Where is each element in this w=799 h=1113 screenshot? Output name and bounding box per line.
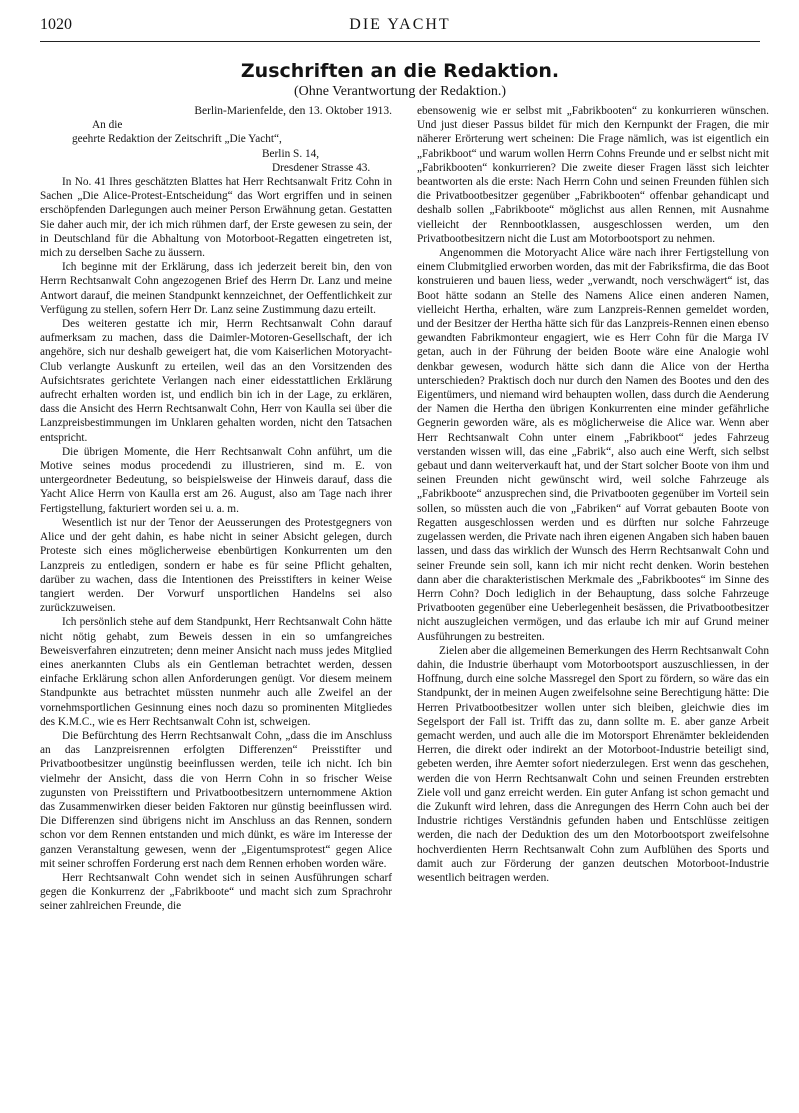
left-column	[40, 104, 392, 914]
paragraph: Ich persönlich stehe auf dem Standpunkt, Herr Rechtsanwalt Cohn hätte nicht nötig gehabt, zum Beweis dessen in ein so umfangreiches Beweisverfahren einzutreten; denn meiner Ansicht nach muss jedes Mitglied eines anerkannten Clubs als ein Gentleman betrachtet werden, dessen einfache Erklärung schon allen Anforderungen genügt. Vor diesem meinem Standpunkte aus betrachtet müssten nunmehr auch alle Zweifel an der vornehmsportlichen Gesinnung eines noch dazu so prominenten Mitgliedes des K.M.C., wie es Herr Rechtsanwalt Cohn ist, schweigen.	[40, 616, 392, 728]
paragraph: Zielen aber die allgemeinen Bemerkungen des Herrn Rechtsanwalt Cohn dahin, die Industrie überhaupt vom Motorbootsport auszuschliessen, in der Hoffnung, durch eine solche Massregel den Sport zu fördern, so wäre das ein Standpunkt, der in meinen Augen zweifelsohne seine Berechtigung hätte: Die Herren Privatbootbesitzer wollen unter sich bleiben, gleichwie dies im Segelsport der Fall ist. Trifft das zu, dann sollte m. E. aber ganze Arbeit gemacht werden, und auch alle die im Motorsport Ehrenämter bekleidenden Herren, die direkt oder indirekt an der Motorboot-Industrie beteiligt sind, gebeten werden, ihre Aemter sofort niederzulegen. Erst wenn das geschehen, werden die von Herrn Rechtsanwalt Cohn und seinen Freunden erstrebten Ziele voll und ganz erreicht werden. Ein guter Anfang ist schon gemacht und die Zukunft wird lehren, dass die Anregungen des Herrn Cohn auch bei der Industrie richtiges Verständnis gefunden haben und Entschlüsse zeitigen werden, die nach der Deduktion des um den Motorbootsport zweifelsohne hochverdienten Herrn Rechtsanwalt Cohn zum Aufblühen des Sports und damit auch zur Förderung der ganzen deutschen Motorboot-Industrie wesentlich beitragen werden.	[417, 644, 770, 884]
paragraph: Die übrigen Momente, die Herr Rechtsanwalt Cohn anführt, um die Motive seines modus procedendi zu illustrieren, sind m. E. von untergeordneter Bedeutung, so beispielsweise der Hinweis darauf, dass die Yacht Alice Herrn von Kaulla erst am 26. August, also am Tage nach ihrer Fertigstellung, fakturiert worden sei u. a. m.	[40, 445, 392, 515]
address-line: Berlin S. 14,	[262, 147, 320, 160]
address-line: geehrte Redaktion der Zeitschrift „Die Yacht“,	[72, 133, 282, 146]
article-title: Zuschriften an die Redaktion.	[240, 60, 560, 82]
right-column	[417, 104, 769, 885]
article-subtitle: (Ohne Verantwortung der Redaktion.)	[293, 84, 507, 99]
paragraph: Angenommen die Motoryacht Alice wäre nach ihrer Fertigstellung von einem Clubmitglied erworben worden, das mit der Fabriksfirma, die das Boot konstruieren und bauen liess, weder „verwandt, noch verschwägert“ ist, das Boot hätte sodann an Stelle des Namens Alice einen anderen Namen, vielleicht Hertha, erhalten, wäre zum Lanzpreis-Rennen gemeldet worden, und der Besitzer der Hertha hätte sich für das Lanzpreis-Rennen einen ebenso gewandten Fabrikmonteur engagiert, wie es Herr Cohn für die Marga IV getan, auch in der Führung der beiden Boote wäre eine Analogie wohl denkbar gewesen, wodurch hätte sich dann die Alice von der Hertha unterschieden? Praktisch doch nur durch den Namen des Bootes und den des Eigentümers, und niemand wird behaupten wollen, dass durch die Aenderung der Namen die Hertha den übrigen Konkurrenten eine minder gefährliche Gegnerin geworden wäre, als es möglicherweise die Alice war. Wenn aber Herr Rechtsanwalt Cohn unter einem „Fabrikboot“ jedes Fahrzeug verstanden wissen will, das eine „Fabrik“, also auch eine Werft, sich selbst gebaut und dann weiterverkauft hat, und der Start solcher Boote von ihm und seinen Freunden nicht gewünscht wird, weil solche Fahrzeuge als „Fabrikboote“ anzusprechen sind, die Privatbooten gegenüber im Vorteil sein sollen, so müssten auch die von „Fabriken“ auf Vorrat gebauten Boote von Regatten ausgeschlossen werden und es dürften nur solche Fahrzeuge zugelassen werden, die Private nach ihren eigenen Angaben sich haben bauen lassen, und dass das wirklich der Wunsch des Herrn Rechtsanwalt Cohn und seiner Freunde sein soll, kann ich mir nicht recht denken. Worin bestehen dann aber die charakteristischen Merkmale des „Fabrikbootes“ im Sinne des Herrn Cohn? Doch lediglich in der Behauptung, dass solche Fahrzeuge Privatbooten gegenüber eine Ueberlegenheit besässen, die Privatbootbesitzer nicht auszugleichen vermögen, und das erlaube ich mir auf Grund meiner Ausführungen zu bestreiten.	[417, 247, 769, 643]
address-line: Dresdener Strasse 43.	[272, 161, 371, 174]
paragraph: ebensowenig wie er selbst mit „Fabrikbooten“ zu konkurrieren wünschen. Und just dieser Passus bildet für mich den Kernpunkt der Fragen, die mir näherer Erörterung wert scheinen: Die Frage nämlich, was ist eigentlich ein „Fabrikboot“ und warum wollen Herrn Cohns Freunde und er selbst nicht mit „Fabrikbooten“ konkurrieren? Die zweite dieser Fragen lässt sich leichter beantworten als die erste: Nach Herrn Cohn und seinen Freunden fühlen sich die Privatbootbesitzer gegenüber „Fabrikbooten“ offenbar gehandicapt und deshalb sollen „Fabrikboote“ möglichst aus allen Rennen, mit Ausnahme vielleicht der Rennbootklassen, ausgeschlossen werden, um den Privatbootbesitzern nicht die Lust am Motorbootsport zu nehmen.	[417, 105, 769, 245]
running-header	[40, 10, 760, 40]
paragraph: Herr Rechtsanwalt Cohn wendet sich in seinen Ausführungen scharf gegen die Konkurrenz der „Fabrikboote“ und macht sich zum Sprachrohr seiner zahlreichen Freunde, die	[40, 871, 392, 913]
address-line: An die	[92, 119, 123, 132]
paragraph: Des weiteren gestatte ich mir, Herrn Rechtsanwalt Cohn darauf aufmerksam zu machen, dass die Daimler-Motoren-Gesellschaft, der ich angehöre, sich nur deshalb geweigert hat, die vom Kaiserlichen Motoryacht-Club verlangte Auskunft zu erteilen, weil das an den Vorsitzenden des Aufsichtsrates gerichtete Verlangen nach einer eidesstattlichen Erklärung aufrecht erhalten worden ist, und endlich bin ich in der Lage, zu erklären, dass die Ansicht des Herrn Rechtsanwalt Cohn, Herr von Kaulla sei über die Lanzpreisbestimmungen im Unklaren gehalten worden, nicht den Tatsachen entspricht.	[40, 318, 392, 444]
paragraph: In No. 41 Ihres geschätzten Blattes hat Herr Rechtsanwalt Fritz Cohn in Sachen „Die Alice-Protest-Entscheidung“ das Wort ergriffen und in seinen erschöpfenden Darlegungen auch meiner Person Erwähnung getan. Gestatten Sie daher auch mir, der ich mich rühmen darf, der Erste gewesen zu sein, der in Deutschland für die Abhaltung von Motorboot-Regatten eingetreten ist, mich zu derselben Sache zu äussern.	[40, 176, 392, 260]
paragraph: Die Befürchtung des Herrn Rechtsanwalt Cohn, „dass die im Anschluss an das Lanzpreisrennen erfolgten Differenzen“ Preisstifter und Privatbootbesitzer ungünstig beeinflussen werden, teile ich nicht. Ich bin vielmehr der Ansicht, dass die von Herrn Cohn in so frischer Weise zugunsten von Preisstiftern und Privatbootbesitzern unternommene Aktion das Zusammenwirken dieser beiden Faktoren nur günstig beeinflussen wird. Die Differenzen sind übrigens nicht im Anschluss an das Rennen, sondern schon vor dem Rennen entstanden und mich dünkt, es wäre im Interesse der ganzen Veranstaltung gewesen, wenn der „Eigentumsprotest“ gegen Alice mit seiner schroffen Forderung erst nach dem Rennen erhoben worden wäre.	[40, 729, 392, 870]
paragraph: Ich beginne mit der Erklärung, dass ich jederzeit bereit bin, den von Herrn Rechtsanwalt Cohn angezogenen Brief des Herrn Dr. Lanz und meine Antwort darauf, die meinen Standpunkt kennzeichnet, der Oeffentlichkeit zur Verfügung zu stellen, sofern Herr Dr. Lanz seine Zustimmung dazu erteilt.	[40, 261, 392, 316]
page-number: 1020	[40, 16, 72, 33]
journal-name: DIE YACHT	[349, 16, 451, 33]
paragraph: Wesentlich ist nur der Tenor der Aeusserungen des Protestgegners von Alice und der geht dahin, es habe nicht in seiner Absicht gelegen, durch Proteste sich eines möglicherweise ebenbürtigen Konkurrenten um den Lanzpreis zu entledigen, sondern er habe es für seine Pflicht gehalten, darüber zu wachen, dass die Intentionen des Preisstifters in keiner Weise tangiert werden. Der Vorwurf unsportlichen Handelns sei also zurückzuweisen.	[40, 516, 392, 615]
header-rule	[40, 41, 760, 42]
dateline: Berlin-Marienfelde, den 13. Oktober 1913.	[194, 105, 392, 117]
